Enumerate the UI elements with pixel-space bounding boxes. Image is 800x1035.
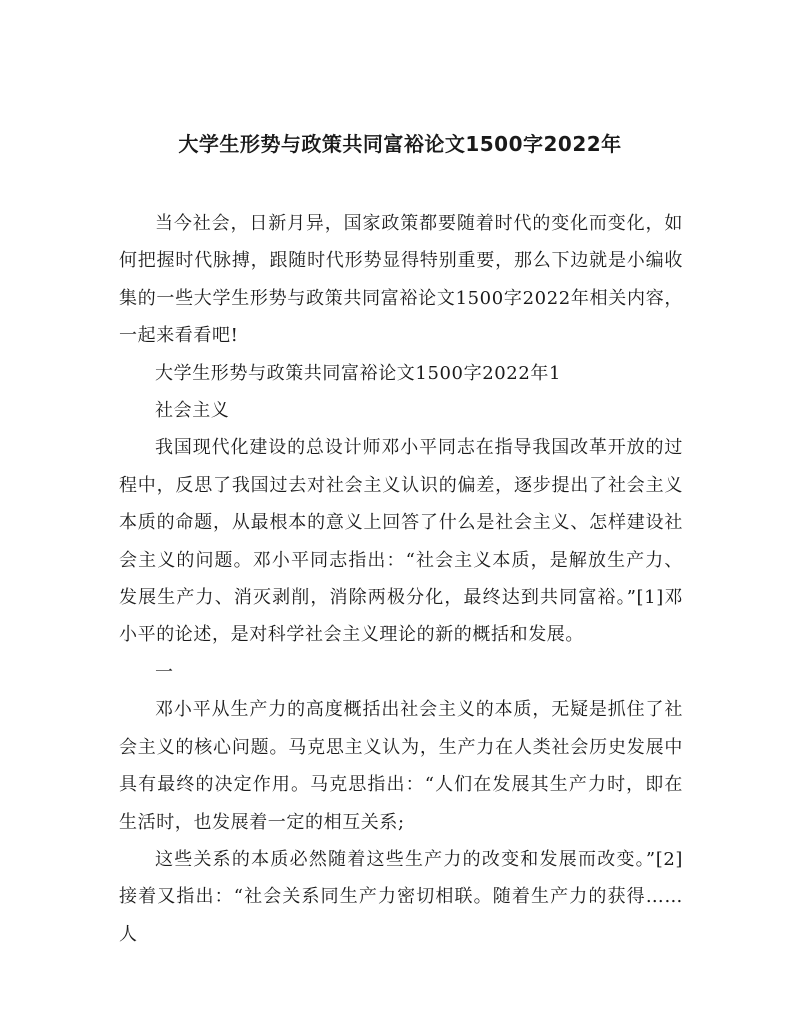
document-body [119, 205, 683, 953]
document-title: 大学生形势与政策共同富裕论文1500字2022年 [178, 132, 622, 156]
subsection-heading: 社会主义 [155, 400, 230, 422]
section-number: 一 [155, 661, 174, 683]
section-heading: 大学生形势与政策共同富裕论文1500字2022年1 [155, 362, 562, 384]
body-paragraph: 邓小平从生产力的高度概括出社会主义的本质，无疑是抓住了社会主义的核心问题。马克思主义认为，生产力在人类社会历史发展中具有最终的决定作用。马克思指出：“人们在发展其生产力时，即在生活时，也发展着一定的相互关系; [119, 699, 683, 833]
body-paragraph: 我国现代化建设的总设计师邓小平同志在指导我国改革开放的过程中，反思了我国过去对社会主义认识的偏差，逐步提出了社会主义本质的命题，从最根本的意义上回答了什么是社会主义、怎样建设社会主义的问题。邓小平同志指出：“社会主义本质，是解放生产力、发展生产力、消灭剥削，消除两极分化，最终达到共同富裕。”[1]邓小平的论述，是对科学社会主义理论的新的概括和发展。 [119, 437, 683, 646]
intro-paragraph: 当今社会，日新月异，国家政策都要随着时代的变化而变化，如何把握时代脉搏，跟随时代形势显得特别重要，那么下边就是小编收集的一些大学生形势与政策共同富裕论文1500字2022年相关内容，一起来看看吧! [119, 213, 683, 347]
body-paragraph: 这些关系的本质必然随着这些生产力的改变和发展而改变。”[2]接着又指出：“社会关系同生产力密切相联。随着生产力的获得……人 [119, 848, 683, 945]
